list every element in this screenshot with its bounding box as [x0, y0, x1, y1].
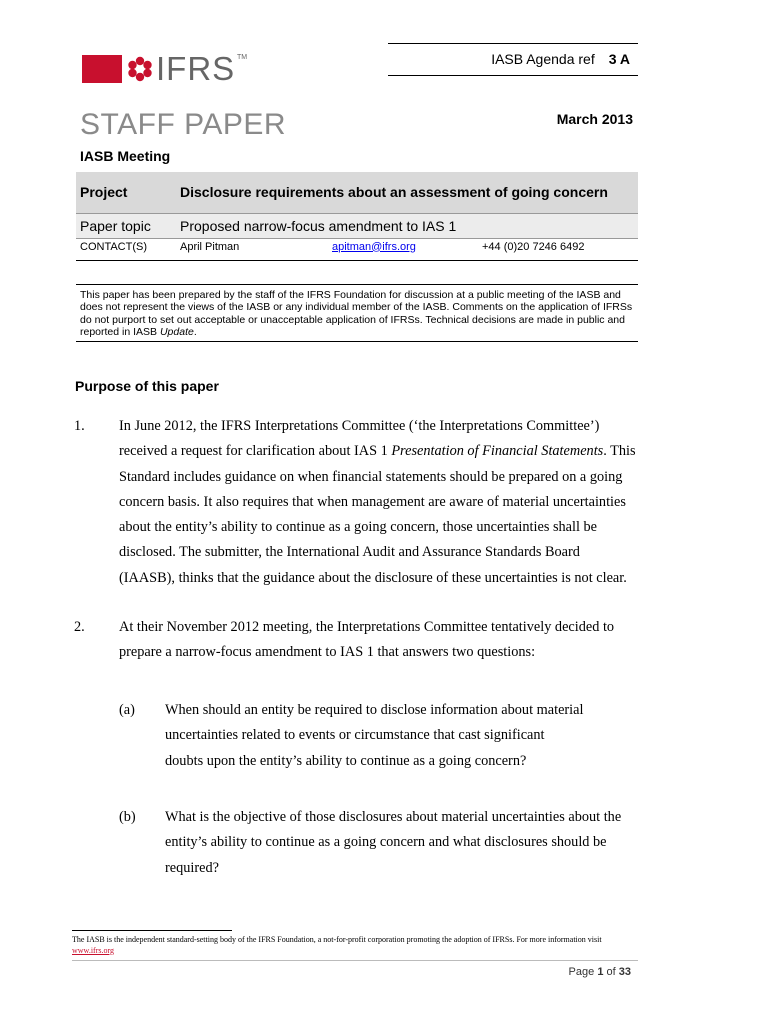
paper-date: March 2013	[556, 111, 633, 127]
agenda-number: 3 A	[608, 51, 630, 67]
footer-note: The IASB is the independent standard-setting body of the IFRS Foundation, a not-for-profit corporation promoting the adoption of IFRSs. For more information visit www.ifrs.org	[72, 935, 602, 955]
topic-row	[76, 213, 638, 238]
contact-phone: +44 (0)20 7246 6492	[482, 240, 585, 253]
contact-name: April Pitman	[180, 240, 240, 253]
topic-label: Paper topic	[80, 217, 151, 234]
project-row	[76, 172, 638, 213]
meeting-label: IASB Meeting	[80, 148, 171, 164]
paragraph-number: 1.	[74, 418, 85, 434]
section-heading: Purpose of this paper	[75, 378, 219, 394]
topic-value: Proposed narrow-focus amendment to IAS 1	[180, 217, 457, 234]
agenda-rule-bottom	[388, 75, 638, 76]
ifrs-flower-icon	[127, 55, 153, 83]
contact-row	[76, 238, 638, 260]
footer-link[interactable]: www.ifrs.org	[72, 945, 114, 955]
subitem-letter: (b)	[119, 809, 136, 825]
project-value: Disclosure requirements about an assessment of going concern	[180, 184, 608, 201]
logo-text: IFRS	[156, 50, 236, 87]
page-title: STAFF PAPER	[80, 108, 287, 141]
logo-red-bar	[82, 55, 122, 83]
logo-trademark: TM	[237, 54, 248, 61]
contact-email-link[interactable]: apitman@ifrs.org	[332, 240, 416, 253]
subitem-letter: (a)	[119, 702, 135, 718]
subitem-b: What is the objective of those disclosures about material uncertainties about the entity’s ability to continue as a going concern and what disclosures should be required?	[165, 809, 622, 876]
project-label: Project	[80, 184, 128, 201]
disclaimer-box: This paper has been prepared by the staff of the IFRS Foundation for discussion at a public meeting of the IASB and does not represent the views of the IASB or any individual member of the IASB. Comments on the application of IFRSs do not purport to set out acceptable or unacceptable application of IFRSs. Technical decisions are made in public and reported in IASB Update.	[76, 284, 638, 342]
agenda-rule-top	[388, 43, 638, 44]
footnote-rule	[72, 930, 232, 931]
subitem-a: When should an entity be required to disclose information about material uncertainties related to events or circumstance that cast significant doubts upon the entity’s ability to continue as a going concern?	[165, 702, 584, 769]
agenda-ref	[388, 51, 630, 67]
contact-label: CONTACT(S)	[80, 240, 148, 253]
page-number: Page 1 of 33	[568, 966, 631, 978]
agenda-label: IASB Agenda ref	[491, 51, 595, 67]
paragraph-2: At their November 2012 meeting, the Interpretations Committee tentatively decided to prepare a narrow-focus amendment to IAS 1 that answers two questions:	[119, 619, 615, 661]
footer-divider	[72, 960, 638, 961]
project-table	[76, 172, 638, 261]
paragraph-number: 2.	[74, 619, 85, 635]
paragraph-1: In June 2012, the IFRS Interpretations Committee (‘the Interpretations Committee’) received a request for clarification about IAS 1 Presentation of Financial Statements. This Standard includes guidance on when financial statements should be prepared on a going concern basis. It also requires that when management are aware of material uncertainties about the entity’s ability to continue as a going concern, those uncertainties shall be disclosed. The submitter, the International Audit and Assurance Standards Board (IAASB), thinks that the guidance about the disclosure of these uncertainties is not clear.	[119, 418, 636, 586]
